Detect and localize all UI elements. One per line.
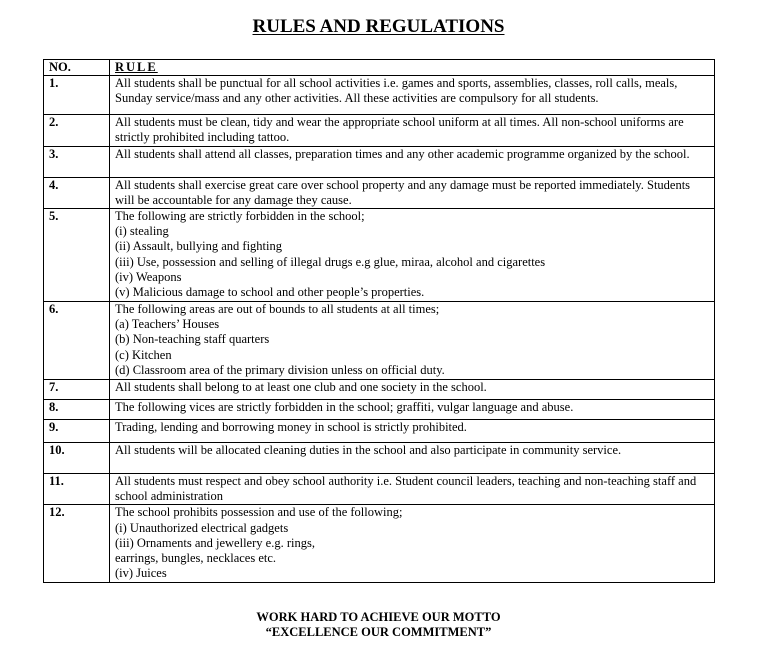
rule-text xyxy=(110,146,715,177)
rule-line: All students shall be punctual for all school activities i.e. games and sports, assemblies, classes, roll calls, meals, Sunday service/mass and any other activities. All these activities are compulsory for all students. xyxy=(115,76,678,106)
rule-sub-item: (i) stealing xyxy=(115,224,169,239)
table-row xyxy=(44,115,715,146)
rule-line: The following are strictly forbidden in the school; xyxy=(115,209,365,224)
table-row xyxy=(44,146,715,177)
rule-line: All students shall attend all classes, preparation times and any other academic programme organized by the school. xyxy=(115,146,690,161)
rule-line: All students must respect and obey school authority i.e. Student council leaders, teaching and non-teaching staff and school administration xyxy=(115,474,697,504)
rule-text xyxy=(110,302,715,380)
rule-number: 2. xyxy=(44,115,110,146)
table-row xyxy=(44,420,715,443)
table-row xyxy=(44,400,715,420)
rule-number: 7. xyxy=(44,380,110,400)
table-row xyxy=(44,76,715,115)
rule-text xyxy=(110,505,715,583)
rule-line: All students will be allocated cleaning duties in the school and also participate in community service. xyxy=(115,443,622,458)
rule-sub-item: (d) Classroom area of the primary division unless on official duty. xyxy=(115,362,445,377)
rule-sub-item: (ii) Assault, bullying and fighting xyxy=(115,239,283,254)
rule-sub-item: (c) Kitchen xyxy=(115,347,172,362)
rule-text xyxy=(110,209,715,302)
rule-text xyxy=(110,420,715,443)
column-header-rule xyxy=(110,60,715,76)
rule-text xyxy=(110,177,715,208)
table-row xyxy=(44,380,715,400)
rule-sub-item: (a) Teachers’ Houses xyxy=(115,317,220,332)
rules-table-body xyxy=(44,76,715,583)
table-row xyxy=(44,505,715,583)
table-row xyxy=(44,474,715,505)
rule-number: 1. xyxy=(44,76,110,115)
table-row xyxy=(44,443,715,474)
rule-line: All students must be clean, tidy and wear the appropriate school uniform at all times. All non-school uniforms are strictly prohibited including tattoo. xyxy=(115,115,684,145)
rule-line: The school prohibits possession and use of the following; xyxy=(115,505,403,520)
column-header-no: NO. xyxy=(44,60,110,76)
rule-text xyxy=(110,474,715,505)
footer-motto-line: WORK HARD TO ACHIEVE OUR MOTTO xyxy=(256,610,501,624)
rule-sub-item: (iv) Weapons xyxy=(115,269,182,284)
rule-line: All students shall belong to at least one club and one society in the school. xyxy=(115,380,487,395)
footer xyxy=(0,610,757,640)
rule-number: 4. xyxy=(44,177,110,208)
table-row xyxy=(44,209,715,302)
rule-number: 6. xyxy=(44,302,110,380)
page-title xyxy=(0,15,757,39)
rule-line: All students shall exercise great care over school property and any damage must be reported immediately. Students will be accountable for any damage they cause. xyxy=(115,177,691,207)
rule-number: 9. xyxy=(44,420,110,443)
rule-sub-item: (iii) Ornaments and jewellery e.g. rings, xyxy=(115,535,315,550)
table-row xyxy=(44,177,715,208)
rule-number: 8. xyxy=(44,400,110,420)
rule-sub-item: (iii) Use, possession and selling of illegal drugs e.g glue, miraa, alcohol and cigarettes xyxy=(115,254,546,269)
rule-text xyxy=(110,443,715,474)
rule-text xyxy=(110,115,715,146)
rule-number: 10. xyxy=(44,443,110,474)
table-header-row xyxy=(44,60,715,76)
rule-line: The following vices are strictly forbidden in the school; graffiti, vulgar language and abuse. xyxy=(115,400,574,415)
footer-commitment-line: “EXCELLENCE OUR COMMITMENT” xyxy=(265,625,492,639)
rule-sub-item: earrings, bungles, necklaces etc. xyxy=(115,551,277,566)
column-header-rule-text: RULE xyxy=(115,60,158,74)
page-title-text: RULES AND REGULATIONS xyxy=(252,16,505,37)
rule-text xyxy=(110,400,715,420)
rule-line: Trading, lending and borrowing money in school is strictly prohibited. xyxy=(115,420,467,435)
table-row xyxy=(44,302,715,380)
rule-number: 5. xyxy=(44,209,110,302)
rules-table xyxy=(43,59,715,583)
rule-sub-item: (iv) Juices xyxy=(115,566,167,581)
rule-sub-item: (i) Unauthorized electrical gadgets xyxy=(115,520,289,535)
rule-text xyxy=(110,380,715,400)
rule-number: 3. xyxy=(44,146,110,177)
rule-line: The following areas are out of bounds to all students at all times; xyxy=(115,302,440,317)
rule-sub-item: (v) Malicious damage to school and other people’s properties. xyxy=(115,285,425,300)
rule-text xyxy=(110,76,715,115)
rule-number: 12. xyxy=(44,505,110,583)
rule-sub-item: (b) Non-teaching staff quarters xyxy=(115,332,270,347)
rule-number: 11. xyxy=(44,474,110,505)
